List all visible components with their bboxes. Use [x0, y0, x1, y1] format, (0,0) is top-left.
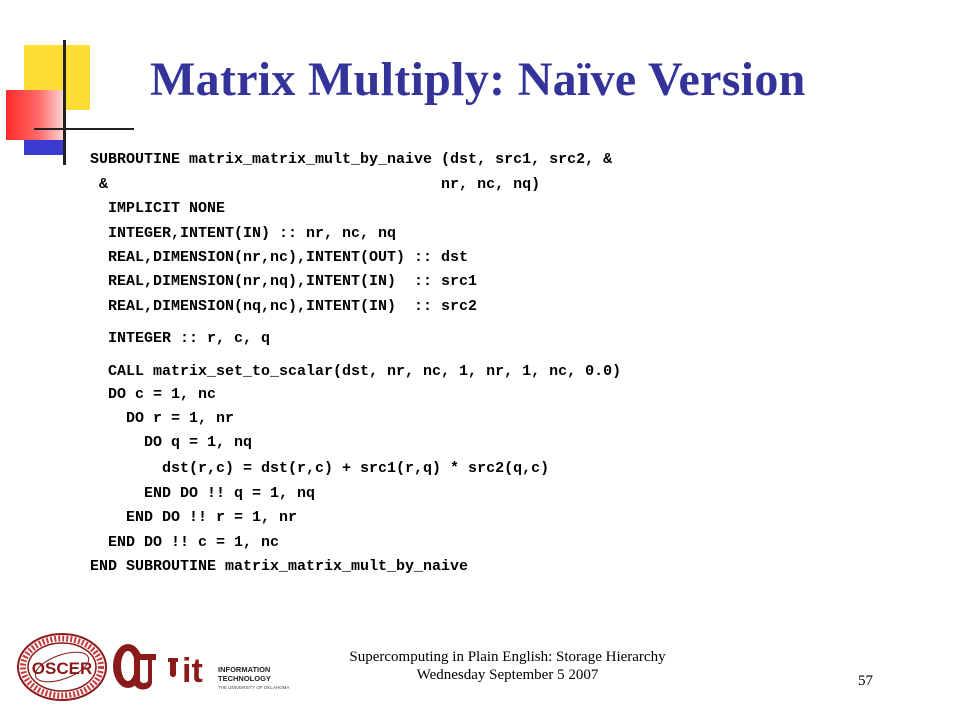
- code-line: DO r = 1, nr: [90, 410, 235, 427]
- code-line: DO c = 1, nc: [90, 386, 217, 403]
- footer-line-2: Wednesday September 5 2007: [416, 667, 599, 683]
- code-line: CALL matrix_set_to_scalar(dst, nr, nc, 1, nr, 1, nc, 0.0): [90, 363, 622, 380]
- it-logo-text: it: [182, 652, 203, 690]
- code-line: INTEGER,INTENT(IN) :: nr, nc, nq: [90, 225, 397, 242]
- oscer-logo: [16, 632, 108, 702]
- footer-line-1: Supercomputing in Plain English: Storage Hierarchy: [349, 649, 666, 665]
- code-line: dst(r,c) = dst(r,c) + src1(r,q) * src2(q,c): [90, 460, 550, 477]
- it-logo: [166, 652, 290, 698]
- code-line: REAL,DIMENSION(nq,nc),INTENT(IN) :: src2: [90, 298, 478, 315]
- deco-red-square: [6, 90, 66, 140]
- ou-logo-text: OU: [136, 698, 138, 699]
- code-line: REAL,DIMENSION(nr,nq),INTENT(IN) :: src1: [90, 273, 478, 290]
- page-number: 57: [858, 673, 873, 689]
- code-line: INTEGER :: r, c, q: [90, 330, 271, 347]
- deco-horizontal-line: [34, 128, 134, 130]
- code-line: REAL,DIMENSION(nr,nc),INTENT(OUT) :: dst: [90, 249, 469, 266]
- it-logo-line1: INFORMATION: [218, 665, 271, 674]
- ou-logo: [110, 640, 164, 700]
- code-line: END DO !! c = 1, nc: [90, 534, 280, 551]
- oscer-logo-text: OSCER: [31, 659, 93, 678]
- deco-vertical-line: [63, 40, 66, 165]
- slide-footer: [300, 648, 715, 684]
- code-line: END DO !! r = 1, nr: [90, 509, 298, 526]
- code-line: SUBROUTINE matrix_matrix_mult_by_naive (dst, src1, src2, &: [90, 151, 613, 168]
- it-logo-line2: TECHNOLOGY: [218, 674, 271, 683]
- code-line: DO q = 1, nq: [90, 434, 253, 451]
- code-line: END SUBROUTINE matrix_matrix_mult_by_naive: [90, 558, 469, 575]
- code-line: IMPLICIT NONE: [90, 200, 226, 217]
- slide-title: Matrix Multiply: Naïve Version: [150, 53, 806, 106]
- code-line: END DO !! q = 1, nq: [90, 485, 316, 502]
- it-logo-line3: THE UNIVERSITY OF OKLAHOMA: [218, 685, 290, 690]
- code-line: & nr, nc, nq): [90, 176, 541, 193]
